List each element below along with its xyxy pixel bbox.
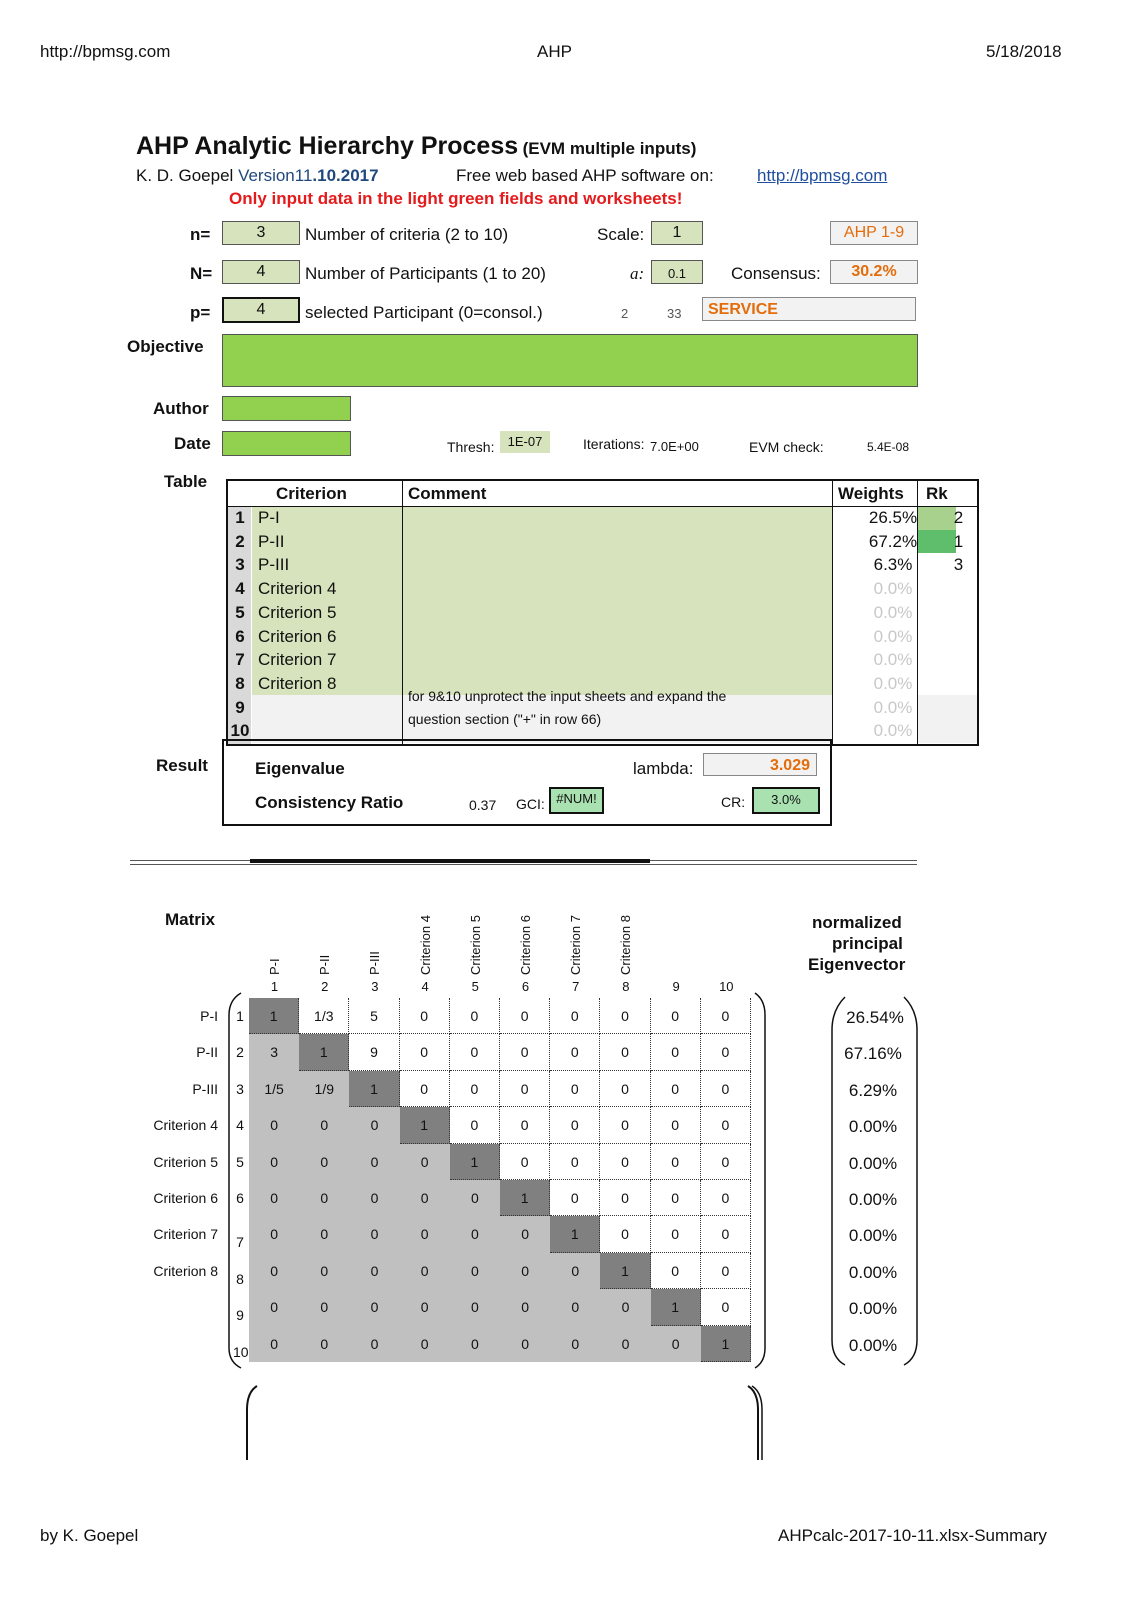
matrix-row-name: Criterion 6	[153, 1190, 218, 1206]
col-rk: Rk	[926, 484, 948, 503]
matrix-cell: 0	[249, 1289, 299, 1325]
matrix-cell: 1	[500, 1180, 550, 1216]
matrix-cell: 1/9	[299, 1071, 349, 1107]
participant-name: SERVICE	[702, 297, 916, 321]
matrix-cell: 0	[400, 1289, 450, 1325]
matrix-cell: 0	[701, 1253, 751, 1289]
matrix-cell: 0	[701, 1289, 751, 1325]
col-comment: Comment	[408, 484, 487, 503]
weight-value: 0.0%	[873, 721, 913, 741]
eigenvector-value: 26.54%	[846, 1008, 904, 1027]
criterion-name: Criterion 7	[258, 650, 337, 670]
eigenvector-value: 0.00%	[848, 1299, 898, 1319]
matrix-cell: 0	[500, 1289, 550, 1325]
author-label: Author	[153, 399, 209, 418]
matrix-cell: 3	[249, 1034, 299, 1070]
eigen-title-3: Eigenvector	[808, 955, 906, 974]
alpha-input[interactable]: 0.1	[651, 260, 703, 284]
row-number: 4	[235, 579, 245, 599]
matrix-cell: 0	[550, 1253, 600, 1289]
matrix-cell: 0	[349, 1144, 399, 1180]
weight-value: 0.0%	[873, 602, 913, 622]
eigen-title-1: normalized	[812, 913, 902, 932]
footer-filename: AHPcalc-2017-10-11.xlsx-Summary	[778, 1526, 1047, 1545]
matrix-cell: 0	[550, 1034, 600, 1070]
version-a: 11	[294, 166, 313, 185]
rank-value: 1	[953, 531, 964, 551]
lower-right-bracket	[748, 1386, 758, 1460]
p-input[interactable]: 4	[222, 297, 300, 323]
row-number: 9	[235, 697, 245, 717]
matrix-row-index: 4	[236, 1117, 244, 1134]
matrix-cell: 0	[349, 1289, 399, 1325]
matrix-cell: 1/3	[299, 998, 349, 1034]
matrix-col-name: Criterion 8	[618, 915, 634, 975]
row-number: 10	[230, 721, 250, 741]
matrix-row-name: P-III	[192, 1080, 218, 1097]
matrix-col-index: 6	[521, 979, 530, 994]
matrix-cell: 0	[500, 1034, 550, 1070]
matrix-cell: 0	[299, 1289, 349, 1325]
matrix-cell: 0	[550, 1289, 600, 1325]
weight-value: 0.0%	[873, 626, 913, 646]
matrix-col-name: Criterion 6	[518, 915, 533, 975]
matrix-cell: 0	[550, 998, 600, 1034]
matrix-cell: 0	[249, 1180, 299, 1216]
row-number: 2	[235, 531, 245, 551]
matrix-cell: 0	[450, 1034, 500, 1070]
date-label: Date	[174, 434, 211, 453]
matrix-cell: 0	[349, 1326, 399, 1362]
matrix-cell: 0	[701, 1216, 751, 1252]
criterion-name: Criterion 5	[258, 602, 337, 622]
matrix-col-name: Criterion 4	[417, 915, 433, 975]
criterion-name: P-III	[258, 555, 290, 575]
matrix-cell: 0	[651, 1107, 701, 1143]
matrix-row-index: 5	[236, 1153, 244, 1170]
eigenvector-value: 0.00%	[848, 1190, 898, 1209]
matrix-col-index: 4	[421, 979, 429, 994]
eigenvector-value: 0.00%	[848, 1262, 898, 1282]
matrix-cell: 0	[701, 1144, 751, 1180]
matrix-cell: 0	[550, 1180, 600, 1216]
consensus-value: 30.2%	[830, 260, 918, 284]
lambda-label: lambda:	[633, 759, 694, 778]
matrix-cell: 0	[400, 1071, 450, 1107]
matrix-cell: 0	[400, 1216, 450, 1252]
matrix-cell: 0	[450, 1071, 500, 1107]
eigenvalue-label: Eigenvalue	[255, 759, 345, 778]
matrix-cell: 1	[400, 1107, 450, 1143]
eigenvector-value: 6.29%	[848, 1080, 898, 1100]
N-desc: Number of Participants (1 to 20)	[305, 264, 546, 283]
n-label: n=	[190, 225, 211, 244]
author-name: K. D. Goepel	[136, 166, 234, 185]
eigenvector-value: 0.00%	[848, 1335, 898, 1355]
row-number: 5	[235, 602, 245, 622]
matrix-cell: 5	[349, 998, 399, 1034]
matrix-row-index: 1	[236, 1008, 244, 1024]
matrix-col-name: P-I	[267, 958, 282, 975]
alpha-label: a:	[630, 264, 645, 283]
matrix-cell: 0	[550, 1144, 600, 1180]
criterion-name: Criterion 8	[258, 673, 337, 693]
bpmsg-link[interactable]: http://bpmsg.com	[757, 166, 888, 185]
criterion-name: Criterion 4	[258, 579, 337, 599]
matrix-col-index: 7	[572, 979, 580, 994]
matrix-row-name: P-I	[200, 1008, 218, 1024]
matrix-row-name: Criterion 8	[153, 1262, 218, 1279]
criterion-name: P-I	[258, 508, 280, 527]
matrix-cell: 0	[450, 1107, 500, 1143]
matrix-cell: 0	[600, 1071, 650, 1107]
row-number: 8	[235, 673, 245, 693]
cr-long-label: Consistency Ratio	[255, 793, 404, 812]
weight-value: 6.3%	[873, 555, 913, 575]
warning-text: Only input data in the light green fields and worksheets!	[229, 189, 683, 208]
row-number: 1	[235, 508, 245, 527]
matrix-cell: 0	[299, 1253, 349, 1289]
matrix-cell: 0	[550, 1326, 600, 1362]
matrix-cell: 0	[400, 1253, 450, 1289]
row-number: 7	[235, 650, 245, 670]
matrix-row-index: 2	[236, 1044, 244, 1061]
lower-left-bracket	[247, 1386, 257, 1460]
matrix-cell: 1	[651, 1289, 701, 1325]
gci-value: #NUM!	[549, 787, 604, 814]
consensus-label: Consensus:	[731, 264, 821, 283]
matrix-label: Matrix	[165, 910, 216, 929]
matrix-cell: 1	[299, 1034, 349, 1070]
matrix-cell: 1	[550, 1216, 600, 1252]
matrix-cell: 0	[500, 1326, 550, 1362]
matrix-row-name: Criterion 5	[153, 1153, 218, 1170]
matrix-cell: 0	[450, 1253, 500, 1289]
matrix-cell: 0	[651, 1253, 701, 1289]
col-weights: Weights	[838, 484, 904, 503]
matrix-cell: 0	[550, 1071, 600, 1107]
matrix-cell: 0	[701, 1180, 751, 1216]
title-sub: (EVM multiple inputs)	[522, 139, 697, 158]
matrix-col-index: 10	[719, 979, 734, 994]
matrix-cell: 0	[500, 1253, 550, 1289]
n-input[interactable]: 3	[222, 221, 300, 245]
free-software-text: Free web based AHP software on:	[456, 166, 714, 185]
eigenvector-value: 67.16%	[844, 1044, 902, 1064]
matrix-row-index: 10	[233, 1343, 249, 1360]
matrix-cell: 0	[400, 1144, 450, 1180]
matrix-cell: 0	[249, 1326, 299, 1362]
matrix-cell: 0	[600, 1034, 650, 1070]
eigen-left-bracket	[832, 997, 845, 1365]
matrix-cell: 0	[600, 1289, 650, 1325]
N-input[interactable]: 4	[222, 260, 300, 284]
matrix-cell: 0	[500, 1144, 550, 1180]
matrix-cell: 1	[701, 1326, 751, 1362]
scale-name: AHP 1-9	[830, 221, 918, 245]
criterion-name: P-II	[258, 531, 285, 551]
matrix-cell: 0	[600, 1326, 650, 1362]
matrix-cell: 0	[550, 1107, 600, 1143]
table-label: Table	[164, 472, 208, 491]
matrix-row-index: 6	[236, 1190, 244, 1206]
matrix-cell: 0	[400, 1180, 450, 1216]
row-number: 3	[235, 555, 245, 575]
matrix-cell: 0	[249, 1253, 299, 1289]
eigenvector-value: 0.00%	[848, 1226, 898, 1246]
matrix-cell: 0	[600, 998, 650, 1034]
matrix-cell: 0	[500, 1216, 550, 1252]
evm-value: 5.4E-08	[867, 440, 910, 454]
matrix-cell: 0	[249, 1107, 299, 1143]
right-bracket	[755, 993, 765, 1368]
matrix-cell: 0	[450, 1216, 500, 1252]
matrix-col-index: 3	[371, 979, 379, 994]
matrix-cell: 0	[651, 1326, 701, 1362]
matrix-cell: 0	[701, 1107, 751, 1143]
weight-value: 0.0%	[873, 697, 913, 717]
matrix-cell: 0	[349, 1216, 399, 1252]
matrix-cell: 1	[450, 1144, 500, 1180]
matrix-col-name: Criterion 7	[568, 915, 584, 975]
matrix-cell: 0	[400, 998, 450, 1034]
version-label: Version	[238, 166, 295, 185]
matrix-cell: 0	[299, 1216, 349, 1252]
rank-value: 3	[953, 555, 964, 575]
matrix-col-name: Criterion 5	[467, 915, 483, 975]
weight-value: 26.5%	[868, 508, 918, 527]
scale-input[interactable]: 1	[651, 221, 703, 245]
matrix-col-index: 8	[622, 979, 630, 994]
matrix-cell: 0	[600, 1107, 650, 1143]
num-b: 33	[667, 306, 682, 321]
matrix-col-index: 9	[672, 979, 680, 994]
cr-label: CR:	[721, 794, 746, 810]
matrix-row-index: 7	[236, 1234, 244, 1251]
num-a: 2	[621, 306, 629, 321]
table-note-2: question section ("+" in row 66)	[408, 711, 602, 727]
matrix-cell: 0	[500, 998, 550, 1034]
eigenvector-value: 0.00%	[848, 1117, 898, 1137]
matrix-cell: 0	[500, 1107, 550, 1143]
header-url: http://bpmsg.com	[40, 42, 171, 61]
criterion-name: Criterion 6	[258, 626, 337, 646]
matrix-cell: 0	[450, 1326, 500, 1362]
matrix-row-name: P-II	[196, 1044, 218, 1061]
matrix-cell: 0	[299, 1144, 349, 1180]
matrix-cell: 1	[600, 1253, 650, 1289]
matrix-row-index: 9	[236, 1307, 244, 1324]
matrix-cell: 0	[651, 998, 701, 1034]
row-number: 6	[235, 626, 245, 646]
version-b: .10.2017	[312, 166, 379, 185]
matrix-col-name: P-II	[317, 954, 333, 975]
matrix-cell: 0	[450, 1289, 500, 1325]
matrix-cell: 0	[651, 1144, 701, 1180]
matrix-row-name: Criterion 4	[153, 1117, 218, 1134]
lambda-value: 3.029	[703, 753, 817, 776]
matrix-cell: 1	[249, 998, 299, 1034]
weight-value: 0.0%	[873, 673, 913, 693]
weight-value: 0.0%	[873, 579, 913, 599]
p-desc: selected Participant (0=consol.)	[305, 303, 543, 322]
matrix-row-name: Criterion 7	[153, 1226, 218, 1243]
eigenvector-value: 0.00%	[848, 1153, 898, 1173]
matrix-cell: 0	[249, 1216, 299, 1252]
matrix-col-index: 2	[321, 979, 329, 994]
matrix-cell: 0	[600, 1216, 650, 1252]
N-label: N=	[190, 264, 213, 283]
matrix-cell: 0	[651, 1071, 701, 1107]
matrix-cell: 9	[349, 1034, 399, 1070]
rank-value: 2	[953, 508, 964, 527]
col-criterion: Criterion	[276, 484, 347, 503]
scale-label: Scale:	[597, 225, 645, 244]
matrix-col-index: 5	[471, 979, 479, 994]
gci-label: GCI:	[516, 796, 545, 812]
table-note-1: for 9&10 unprotect the input sheets and expand the	[408, 688, 727, 704]
matrix-cell: 0	[651, 1180, 701, 1216]
matrix-row-index: 8	[236, 1270, 244, 1287]
weight-value: 0.0%	[873, 650, 913, 670]
matrix-cell: 0	[450, 998, 500, 1034]
matrix-cell: 0	[349, 1180, 399, 1216]
result-label: Result	[156, 756, 208, 775]
eigen-title-2: principal	[832, 934, 903, 953]
matrix-cell: 0	[600, 1144, 650, 1180]
cr-num: 0.37	[469, 797, 497, 813]
matrix-cell: 0	[600, 1180, 650, 1216]
matrix-cell: 0	[299, 1107, 349, 1143]
thresh-input[interactable]: 1E-07	[500, 431, 550, 453]
matrix-cell: 0	[651, 1216, 701, 1252]
weight-value: 67.2%	[868, 531, 918, 551]
objective-label: Objective	[127, 337, 204, 356]
matrix-cell: 0	[299, 1180, 349, 1216]
header-title: AHP	[537, 42, 572, 61]
matrix-cell: 1	[349, 1071, 399, 1107]
footer-author: by K. Goepel	[40, 1526, 139, 1545]
title-main: AHP Analytic Hierarchy Process	[136, 132, 519, 160]
matrix-cell: 0	[450, 1180, 500, 1216]
matrix-cell: 0	[651, 1034, 701, 1070]
eigen-right-bracket	[904, 997, 917, 1365]
matrix-cell: 0	[701, 1071, 751, 1107]
evm-label: EVM check:	[749, 439, 824, 455]
matrix-cell: 0	[400, 1326, 450, 1362]
matrix-cell: 0	[701, 998, 751, 1034]
iter-label: Iterations:	[583, 436, 645, 452]
left-bracket	[229, 993, 241, 1368]
matrix-col-index: 1	[270, 979, 279, 994]
n-desc: Number of criteria (2 to 10)	[305, 225, 509, 244]
matrix-cell: 0	[349, 1107, 399, 1143]
p-label: p=	[190, 303, 211, 322]
iter-value: 7.0E+00	[650, 439, 699, 454]
matrix-cell: 0	[299, 1326, 349, 1362]
matrix-cell: 0	[400, 1034, 450, 1070]
matrix-cell: 0	[500, 1071, 550, 1107]
matrix-cell: 0	[701, 1034, 751, 1070]
cr-value: 3.0%	[752, 787, 820, 814]
matrix-cell: 0	[249, 1144, 299, 1180]
matrix-row-index: 3	[236, 1080, 244, 1097]
matrix-cell: 1/5	[249, 1071, 299, 1107]
matrix-cell: 0	[349, 1253, 399, 1289]
thresh-label: Thresh:	[447, 439, 495, 455]
matrix-col-name: P-III	[367, 951, 383, 975]
header-date: 5/18/2018	[986, 42, 1062, 61]
